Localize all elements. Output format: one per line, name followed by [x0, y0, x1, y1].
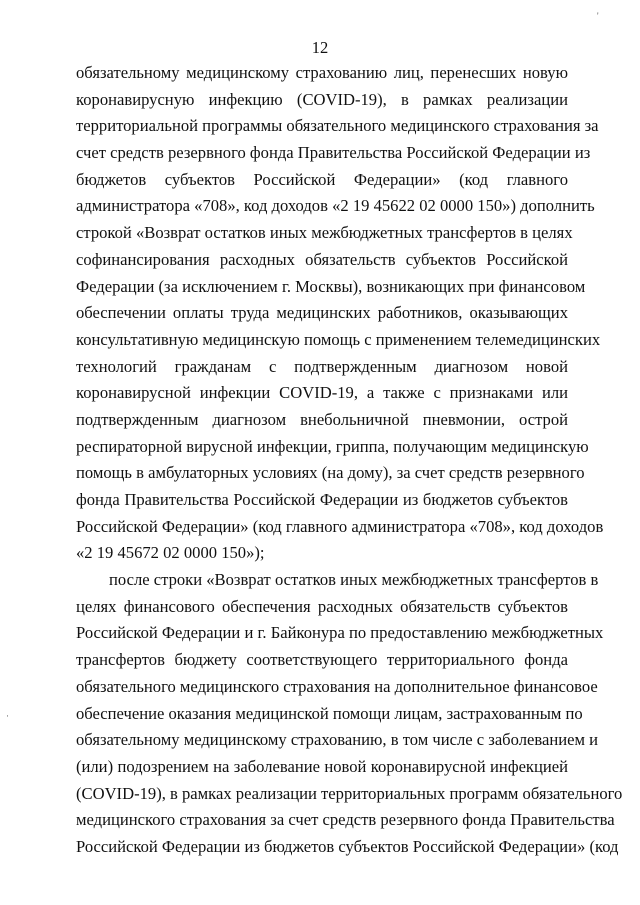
text-line: коронавирусной инфекции COVID-19, а также с признаками или	[76, 383, 568, 403]
text-line: медицинского страхования за счет средств резервного фонда Правительства	[76, 810, 615, 830]
page-number: 12	[311, 38, 329, 57]
text-line: после строки «Возврат остатков иных межбюджетных трансфертов в	[109, 570, 599, 590]
text-line: обеспечении оплаты труда медицинских работников, оказывающих	[76, 303, 568, 323]
text-line: обязательному медицинскому страхованию, в том числе с заболеванием и	[76, 730, 598, 750]
text-line: обязательного медицинского страхования на дополнительное финансовое	[76, 676, 598, 696]
scan-mark: ·	[6, 711, 9, 721]
text-line: фонда Правительства Российской Федерации из бюджетов субъектов	[76, 490, 568, 509]
text-line: трансфертов бюджету соответствующего территориального фонда	[76, 650, 568, 670]
text-line: Российской Федерации» (код главного администратора «708», код доходов	[76, 516, 604, 536]
text-line: «2 19 45672 02 0000 150»);	[76, 543, 265, 563]
text-line: целях финансового обеспечения расходных обязательств субъектов	[76, 596, 568, 616]
text-line: подтвержденным диагнозом внебольничной пневмонии, острой	[76, 409, 568, 429]
scan-mark: '	[597, 11, 599, 21]
text-line: обеспечение оказания медицинской помощи лицам, застрахованным по	[76, 703, 583, 723]
text-line: территориальной программы обязательного медицинского страхования за	[76, 116, 599, 136]
text-line: строкой «Возврат остатков иных межбюджетных трансфертов в целях	[76, 223, 573, 243]
text-line: помощь в амбулаторных условиях (на дому), за счет средств резервного	[76, 463, 585, 483]
paragraph	[76, 60, 604, 567]
text-line: администратора «708», код доходов «2 19 45622 02 0000 150») дополнить	[76, 196, 595, 216]
text-line: бюджетов субъектов Российской Федерации» (код главного	[76, 169, 568, 189]
paragraph	[76, 567, 623, 861]
text-line: Федерации (за исключением г. Москвы), возникающих при финансовом	[76, 276, 586, 296]
text-line: Российской Федерации из бюджетов субъектов Российской Федерации» (код	[76, 836, 619, 856]
text-line: счет средств резервного фонда Правительства Российской Федерации из	[76, 143, 591, 163]
text-line: обязательному медицинскому страхованию лиц, перенесших новую	[76, 63, 568, 82]
text-line: (или) подозрением на заболевание новой коронавирусной инфекцией	[76, 756, 568, 776]
text-line: (COVID-19), в рамках реализации территориальных программ обязательного	[76, 783, 623, 803]
text-line: коронавирусную инфекцию (COVID-19), в рамках реализации	[76, 89, 568, 109]
text-line: Российской Федерации и г. Байконура по предоставлению межбюджетных	[76, 623, 604, 643]
text-line: технологий гражданам с подтвержденным диагнозом новой	[76, 356, 568, 376]
text-line: софинансирования расходных обязательств субъектов Российской	[76, 249, 568, 269]
document-body	[76, 60, 623, 861]
text-line: консультативную медицинскую помощь с применением телемедицинских	[76, 329, 601, 349]
text-line: респираторной вирусной инфекции, гриппа, получающим медицинскую	[76, 436, 589, 456]
